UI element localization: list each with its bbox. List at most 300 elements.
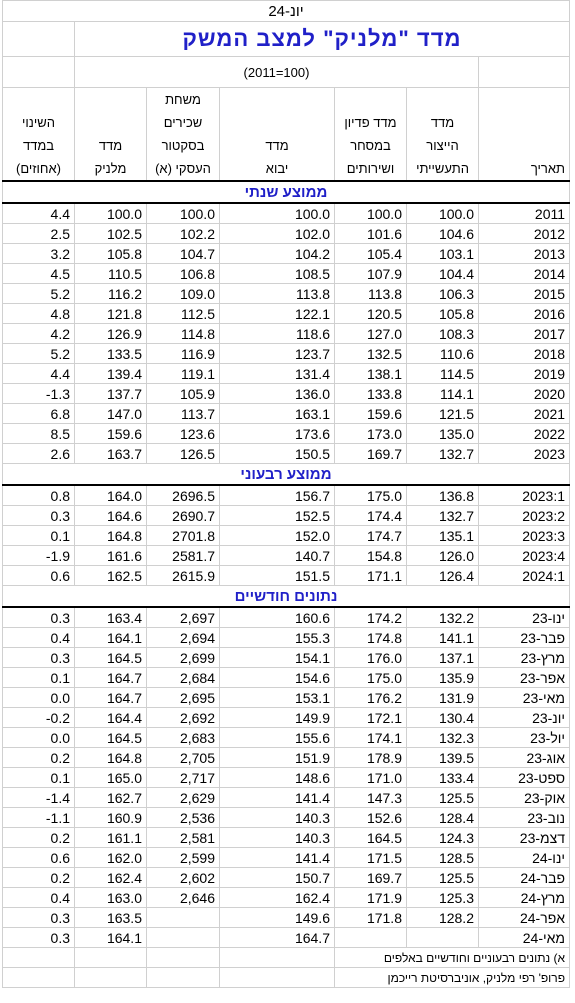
table-cell: 139.4: [75, 364, 147, 384]
table-cell: 174.7: [335, 526, 407, 546]
section-monthly-data: נתונים חודשיים: [3, 586, 570, 608]
header-employed-1: משחת: [147, 88, 220, 112]
table-row: [3, 364, 570, 384]
table-cell: 104.4: [407, 264, 479, 284]
base-year-note: (2011=100): [75, 57, 479, 88]
page-title: מדד "מלניק" למצב המשק: [75, 22, 570, 57]
table-row: [3, 284, 570, 304]
table-cell: 162.0: [75, 848, 147, 868]
table-cell: 150.5: [220, 444, 335, 464]
table-cell: נוב-23: [479, 808, 570, 828]
table-cell: 2021: [479, 404, 570, 424]
table-cell: 164.5: [75, 648, 147, 668]
table-cell: 174.2: [335, 607, 407, 628]
table-cell: פבר-24: [479, 868, 570, 888]
header-employed-4: העסקי (א): [147, 157, 220, 181]
table-cell: אפר-24: [479, 908, 570, 928]
table-cell: 141.4: [220, 788, 335, 808]
footnote-a: א) נתונים רבעוניים וחודשיים באלפים: [335, 948, 570, 968]
table-cell: 2,694: [147, 628, 220, 648]
table-row: [3, 908, 570, 928]
table-row: [3, 526, 570, 546]
table-cell: 172.1: [335, 708, 407, 728]
table-cell: 155.6: [220, 728, 335, 748]
table-cell: 119.1: [147, 364, 220, 384]
table-cell: 126.0: [407, 546, 479, 566]
header-employed-3: בסקטור: [147, 134, 220, 157]
table-cell: 153.1: [220, 688, 335, 708]
table-cell: 2,692: [147, 708, 220, 728]
table-cell: 2,695: [147, 688, 220, 708]
table-cell: 3.2: [3, 244, 75, 264]
table-cell: 2,684: [147, 668, 220, 688]
header-industry-3: התעשייתי: [407, 157, 479, 181]
table-cell: 4.5: [3, 264, 75, 284]
table-cell: אוג-23: [479, 748, 570, 768]
table-cell: 161.6: [75, 546, 147, 566]
table-cell: 160.6: [220, 607, 335, 628]
table-cell: 171.9: [335, 888, 407, 908]
table-cell: 126.5: [147, 444, 220, 464]
table-cell: 151.5: [220, 566, 335, 586]
table-cell: [147, 928, 220, 948]
header-industry-1: מדד: [407, 111, 479, 134]
table-cell: 116.9: [147, 344, 220, 364]
table-cell: -1.3: [3, 384, 75, 404]
table-cell: 124.3: [407, 828, 479, 848]
table-cell: 2,697: [147, 607, 220, 628]
table-row: [3, 404, 570, 424]
table-cell: יונ-23: [479, 708, 570, 728]
table-cell: 0.1: [3, 668, 75, 688]
table-cell: 152.6: [335, 808, 407, 828]
table-row: [3, 688, 570, 708]
table-row: [3, 566, 570, 586]
table-cell: 154.1: [220, 648, 335, 668]
table-cell: 120.5: [335, 304, 407, 324]
table-cell: [407, 928, 479, 948]
table-cell: 118.6: [220, 324, 335, 344]
table-cell: 104.7: [147, 244, 220, 264]
table-cell: 121.8: [75, 304, 147, 324]
table-cell: 107.9: [335, 264, 407, 284]
header-change-2: במדד: [3, 134, 75, 157]
table-cell: 108.3: [407, 324, 479, 344]
table-cell: 154.6: [220, 668, 335, 688]
table-cell: 0.1: [3, 768, 75, 788]
table-cell: 174.1: [335, 728, 407, 748]
table-cell: 132.5: [335, 344, 407, 364]
table-row: [3, 808, 570, 828]
table-cell: 133.4: [407, 768, 479, 788]
table-cell: 5.2: [3, 284, 75, 304]
header-date: תאריך: [479, 157, 570, 181]
table-cell: 2023: [479, 444, 570, 464]
section-annual-average: ממוצע שנתי: [3, 181, 570, 203]
table-cell: 113.8: [335, 284, 407, 304]
table-cell: 130.4: [407, 708, 479, 728]
table-cell: 103.1: [407, 244, 479, 264]
header-melnik-1: מדד: [75, 134, 147, 157]
table-cell: 102.2: [147, 224, 220, 244]
table-cell: 105.8: [407, 304, 479, 324]
table-row: [3, 928, 570, 948]
table-cell: 137.7: [75, 384, 147, 404]
table-cell: 5.2: [3, 344, 75, 364]
table-cell: 100.0: [220, 203, 335, 224]
table-cell: 0.6: [3, 848, 75, 868]
table-cell: 164.7: [220, 928, 335, 948]
table-cell: יול-23: [479, 728, 570, 748]
table-cell: 106.8: [147, 264, 220, 284]
table-row: [3, 424, 570, 444]
table-cell: דצמ-23: [479, 828, 570, 848]
table-cell: 149.9: [220, 708, 335, 728]
table-cell: 149.6: [220, 908, 335, 928]
table-cell: 2011: [479, 203, 570, 224]
table-cell: 2016: [479, 304, 570, 324]
table-cell: 139.5: [407, 748, 479, 768]
table-row: [3, 788, 570, 808]
table-cell: 174.8: [335, 628, 407, 648]
header-melnik-2: מלניק: [75, 157, 147, 181]
table-cell: 137.1: [407, 648, 479, 668]
header-change-1: השינוי: [3, 111, 75, 134]
table-cell: 2014: [479, 264, 570, 284]
table-cell: 164.7: [75, 688, 147, 708]
table-cell: 114.5: [407, 364, 479, 384]
table-cell: 0.1: [3, 526, 75, 546]
table-cell: 176.0: [335, 648, 407, 668]
table-cell: 100.0: [147, 203, 220, 224]
table-cell: 171.5: [335, 848, 407, 868]
table-row: [3, 203, 570, 224]
table-row: [3, 264, 570, 284]
table-cell: 141.1: [407, 628, 479, 648]
table-cell: 2017: [479, 324, 570, 344]
table-cell: 2690.7: [147, 506, 220, 526]
table-cell: 159.6: [75, 424, 147, 444]
footnote-author: פרופ' רפי מלניק, אוניברסיטת רייכמן: [335, 968, 570, 988]
table-cell: 175.0: [335, 668, 407, 688]
table-cell: 132.7: [407, 506, 479, 526]
melnik-index-table: [2, 0, 570, 988]
table-cell: 2,629: [147, 788, 220, 808]
table-cell: 2581.7: [147, 546, 220, 566]
table-cell: 171.0: [335, 768, 407, 788]
table-cell: 100.0: [335, 203, 407, 224]
table-cell: 155.3: [220, 628, 335, 648]
table-cell: 156.7: [220, 485, 335, 506]
table-cell: 2,683: [147, 728, 220, 748]
table-cell: מאי-24: [479, 928, 570, 948]
table-cell: 2019: [479, 364, 570, 384]
table-cell: 0.2: [3, 748, 75, 768]
table-row: [3, 868, 570, 888]
table-cell: 140.3: [220, 828, 335, 848]
table-cell: 147.3: [335, 788, 407, 808]
table-cell: 169.7: [335, 444, 407, 464]
section-quarterly-average: ממוצע רבעוני: [3, 464, 570, 486]
table-cell: 112.5: [147, 304, 220, 324]
table-cell: 114.1: [407, 384, 479, 404]
table-cell: 135.0: [407, 424, 479, 444]
table-cell: אפר-23: [479, 668, 570, 688]
table-cell: [335, 928, 407, 948]
table-cell: 133.5: [75, 344, 147, 364]
table-cell: 175.0: [335, 485, 407, 506]
table-cell: 113.8: [220, 284, 335, 304]
table-cell: 152.0: [220, 526, 335, 546]
table-cell: 122.1: [220, 304, 335, 324]
table-cell: 4.4: [3, 364, 75, 384]
table-cell: 162.7: [75, 788, 147, 808]
table-cell: 0.2: [3, 868, 75, 888]
table-row: [3, 546, 570, 566]
table-cell: 2,699: [147, 648, 220, 668]
table-row: [3, 344, 570, 364]
table-cell: 164.5: [75, 728, 147, 748]
table-cell: 100.0: [407, 203, 479, 224]
table-cell: 2615.9: [147, 566, 220, 586]
table-cell: 169.7: [335, 868, 407, 888]
table-cell: 105.9: [147, 384, 220, 404]
table-cell: -0.2: [3, 708, 75, 728]
table-cell: ינו-23: [479, 607, 570, 628]
table-row: [3, 485, 570, 506]
table-cell: 127.0: [335, 324, 407, 344]
table-cell: 2.6: [3, 444, 75, 464]
table-cell: 0.0: [3, 688, 75, 708]
table-cell: 164.1: [75, 928, 147, 948]
table-cell: 113.7: [147, 404, 220, 424]
table-cell: 136.0: [220, 384, 335, 404]
header-change-3: (אחוזים): [3, 157, 75, 181]
table-cell: 164.1: [75, 628, 147, 648]
table-row: [3, 444, 570, 464]
table-cell: 8.5: [3, 424, 75, 444]
table-row: [3, 607, 570, 628]
table-cell: 164.8: [75, 526, 147, 546]
table-row: [3, 848, 570, 868]
table-cell: 148.6: [220, 768, 335, 788]
table-cell: 104.2: [220, 244, 335, 264]
header-trade-2: במסחר: [335, 134, 407, 157]
table-cell: 173.6: [220, 424, 335, 444]
table-cell: 114.8: [147, 324, 220, 344]
table-cell: 0.8: [3, 485, 75, 506]
table-cell: 121.5: [407, 404, 479, 424]
header-trade-1: מדד פדיון: [335, 111, 407, 134]
table-cell: 2023:2: [479, 506, 570, 526]
table-cell: 154.8: [335, 546, 407, 566]
table-cell: 2.5: [3, 224, 75, 244]
table-row: [3, 668, 570, 688]
table-cell: 132.3: [407, 728, 479, 748]
table-cell: 2,717: [147, 768, 220, 788]
table-cell: 164.6: [75, 506, 147, 526]
table-cell: 4.4: [3, 203, 75, 224]
table-cell: 104.6: [407, 224, 479, 244]
table-row: [3, 628, 570, 648]
table-row: [3, 748, 570, 768]
table-cell: 0.3: [3, 506, 75, 526]
table-cell: 2018: [479, 344, 570, 364]
table-cell: 164.4: [75, 708, 147, 728]
table-cell: 126.4: [407, 566, 479, 586]
table-row: [3, 224, 570, 244]
table-cell: 138.1: [335, 364, 407, 384]
table-cell: 4.2: [3, 324, 75, 344]
table-row: [3, 708, 570, 728]
table-cell: 163.4: [75, 607, 147, 628]
table-cell: 128.4: [407, 808, 479, 828]
table-cell: 123.6: [147, 424, 220, 444]
header-imports-1: מדד: [220, 134, 335, 157]
table-cell: 171.1: [335, 566, 407, 586]
table-cell: 0.2: [3, 828, 75, 848]
table-cell: 2023:1: [479, 485, 570, 506]
table-cell: 163.7: [75, 444, 147, 464]
table-cell: מרץ-24: [479, 888, 570, 908]
table-cell: 131.9: [407, 688, 479, 708]
table-cell: 132.2: [407, 607, 479, 628]
table-cell: 151.9: [220, 748, 335, 768]
table-cell: 0.3: [3, 928, 75, 948]
table-cell: 0.4: [3, 888, 75, 908]
table-cell: 164.7: [75, 668, 147, 688]
table-cell: 162.4: [75, 868, 147, 888]
table-cell: 2012: [479, 224, 570, 244]
table-cell: 109.0: [147, 284, 220, 304]
table-cell: [147, 908, 220, 928]
table-cell: מרץ-23: [479, 648, 570, 668]
table-cell: פבר-23: [479, 628, 570, 648]
table-cell: 100.0: [75, 203, 147, 224]
table-cell: 163.1: [220, 404, 335, 424]
table-cell: 105.8: [75, 244, 147, 264]
table-cell: 2024:1: [479, 566, 570, 586]
table-row: [3, 304, 570, 324]
table-cell: 2013: [479, 244, 570, 264]
table-cell: ינו-24: [479, 848, 570, 868]
table-cell: -1.9: [3, 546, 75, 566]
table-cell: 102.0: [220, 224, 335, 244]
table-cell: 2022: [479, 424, 570, 444]
table-cell: 2023:4: [479, 546, 570, 566]
table-cell: 0.0: [3, 728, 75, 748]
table-cell: -1.4: [3, 788, 75, 808]
table-cell: 133.8: [335, 384, 407, 404]
table-cell: 140.7: [220, 546, 335, 566]
table-cell: אוק-23: [479, 788, 570, 808]
table-cell: 102.5: [75, 224, 147, 244]
table-cell: -1.1: [3, 808, 75, 828]
table-cell: 162.5: [75, 566, 147, 586]
table-cell: 173.0: [335, 424, 407, 444]
table-cell: 165.0: [75, 768, 147, 788]
table-cell: 141.4: [220, 848, 335, 868]
table-cell: 174.4: [335, 506, 407, 526]
table-cell: 131.4: [220, 364, 335, 384]
table-cell: 2,536: [147, 808, 220, 828]
table-row: [3, 728, 570, 748]
table-cell: 106.3: [407, 284, 479, 304]
table-cell: 116.2: [75, 284, 147, 304]
table-cell: 0.6: [3, 566, 75, 586]
table-row: [3, 324, 570, 344]
table-cell: 2023:3: [479, 526, 570, 546]
table-row: [3, 828, 570, 848]
table-cell: 105.4: [335, 244, 407, 264]
table-cell: 110.6: [407, 344, 479, 364]
table-cell: 125.5: [407, 788, 479, 808]
table-cell: 101.6: [335, 224, 407, 244]
table-cell: 160.9: [75, 808, 147, 828]
table-cell: 178.9: [335, 748, 407, 768]
table-cell: 125.3: [407, 888, 479, 908]
table-cell: 128.2: [407, 908, 479, 928]
table-cell: 135.9: [407, 668, 479, 688]
header-industry-2: הייצור: [407, 134, 479, 157]
table-row: [3, 768, 570, 788]
table-cell: 161.1: [75, 828, 147, 848]
table-row: [3, 888, 570, 908]
table-row: [3, 244, 570, 264]
table-cell: 171.8: [335, 908, 407, 928]
table-cell: 0.3: [3, 607, 75, 628]
table-cell: 140.3: [220, 808, 335, 828]
table-row: [3, 648, 570, 668]
table-cell: 2701.8: [147, 526, 220, 546]
table-cell: 147.0: [75, 404, 147, 424]
table-cell: 132.7: [407, 444, 479, 464]
table-cell: 2015: [479, 284, 570, 304]
table-cell: 0.4: [3, 628, 75, 648]
table-cell: 135.1: [407, 526, 479, 546]
table-cell: 152.5: [220, 506, 335, 526]
table-cell: 164.5: [335, 828, 407, 848]
table-cell: 164.0: [75, 485, 147, 506]
table-cell: 126.9: [75, 324, 147, 344]
table-cell: 2020: [479, 384, 570, 404]
table-cell: 2,602: [147, 868, 220, 888]
table-row: [3, 384, 570, 404]
table-cell: 6.8: [3, 404, 75, 424]
table-cell: 2696.5: [147, 485, 220, 506]
report-date: יונ-24: [3, 1, 570, 22]
table-cell: 164.8: [75, 748, 147, 768]
table-cell: 4.8: [3, 304, 75, 324]
table-cell: 2,705: [147, 748, 220, 768]
header-imports-2: יבוא: [220, 157, 335, 181]
table-cell: 2,646: [147, 888, 220, 908]
table-cell: 159.6: [335, 404, 407, 424]
table-cell: 176.2: [335, 688, 407, 708]
table-cell: 2,599: [147, 848, 220, 868]
table-cell: 163.5: [75, 908, 147, 928]
table-cell: 150.7: [220, 868, 335, 888]
table-cell: 2,581: [147, 828, 220, 848]
table-cell: 125.5: [407, 868, 479, 888]
table-cell: מאי-23: [479, 688, 570, 708]
header-employed-2: שכירים: [147, 111, 220, 134]
table-cell: 123.7: [220, 344, 335, 364]
spreadsheet: [2, 0, 569, 1003]
header-trade-3: ושירותים: [335, 157, 407, 181]
table-cell: 0.3: [3, 648, 75, 668]
table-cell: 0.3: [3, 908, 75, 928]
